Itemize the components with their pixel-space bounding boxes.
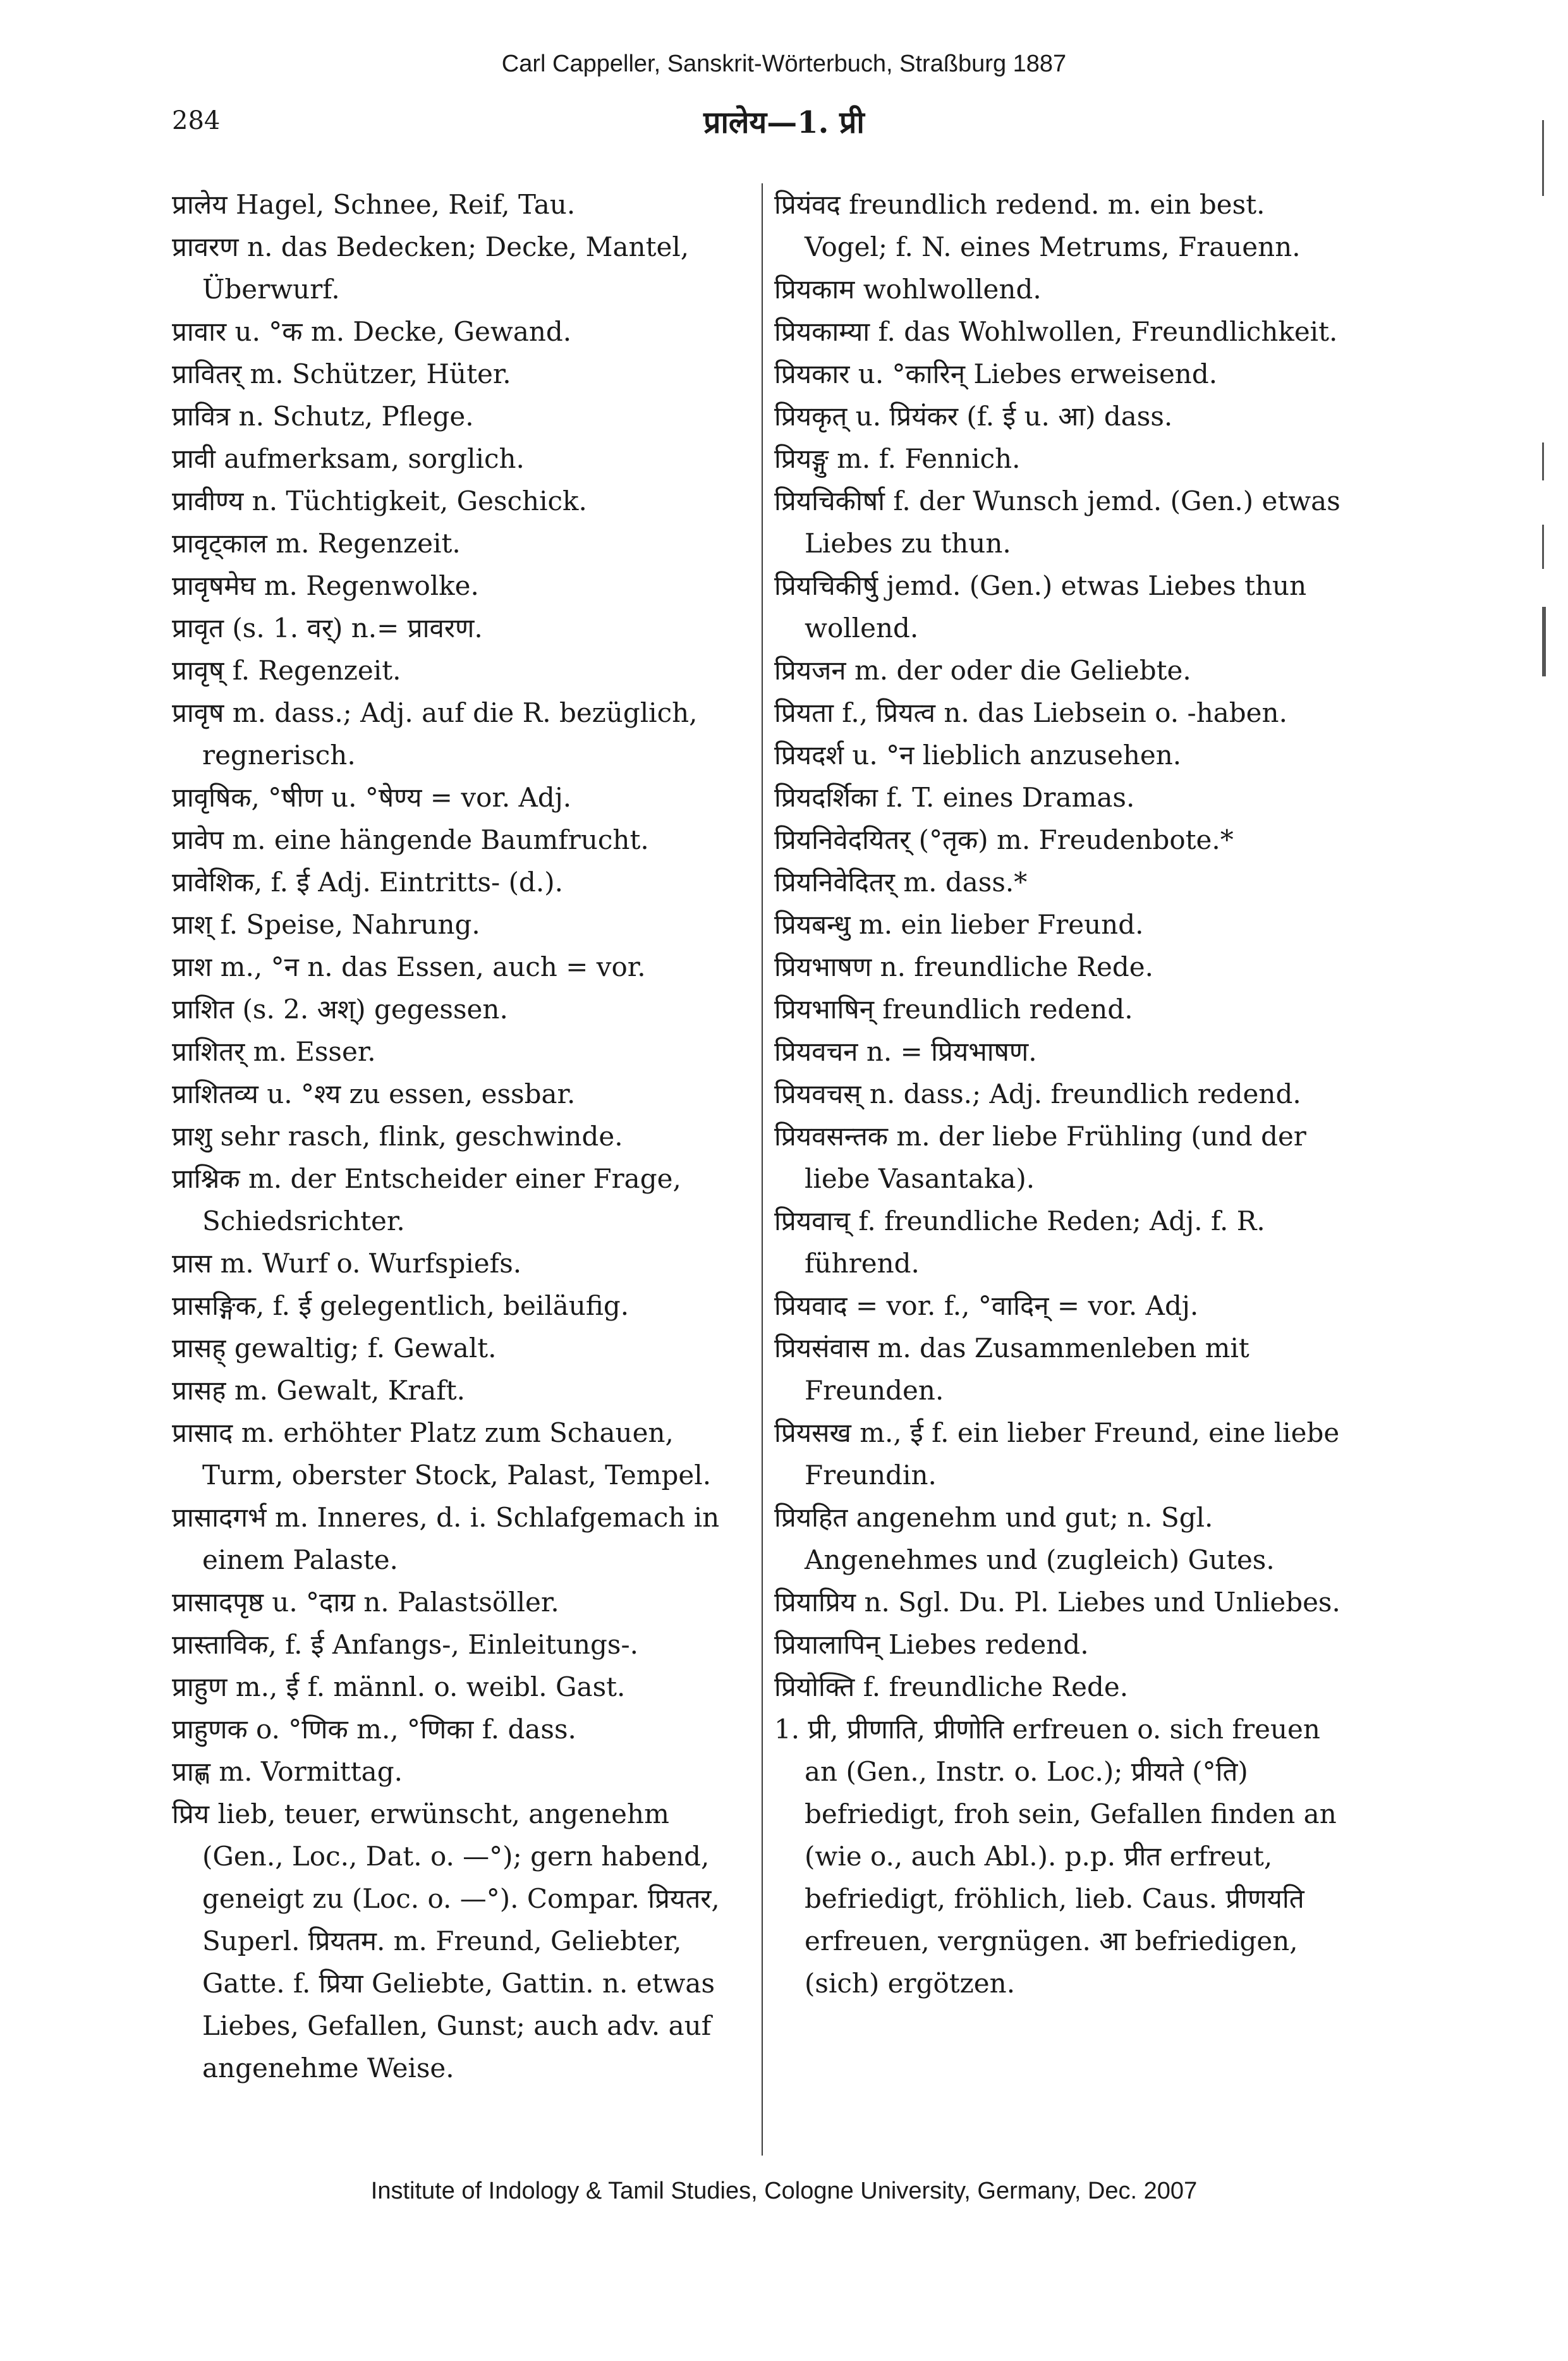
- dictionary-entry: प्राह्ण m. Vormittag.: [172, 1756, 403, 1787]
- dictionary-entry: प्रावितर् m. Schützer, Hüter.: [172, 358, 511, 389]
- digitization-credit: Institute of Indology & Tamil Studies, Cologne University, Germany, Dec. 2007: [370, 2178, 1198, 2204]
- dictionary-entry: प्रियकार u. °कारिन् Liebes erweisend.: [774, 358, 1218, 389]
- dictionary-entry: 1. प्री, प्रीणाति, प्रीणोति erfreuen o. sich freuen an (Gen., Instr. o. Loc.); प्रीयते (°ति) befriedigt, froh sein, Gefallen finden an (wie o., auch Abl.). p.p. प्रीत erfreut, befriedigt, fröhlich, lieb. Caus. प्रीणयति erfreuen, vergnügen. आ befriedigen, (sich) ergötzen.: [774, 1714, 1337, 1999]
- dictionary-entry: प्रासह m. Gewalt, Kraft.: [172, 1375, 466, 1406]
- dictionary-entry: प्रावार u. °क m. Decke, Gewand.: [172, 316, 572, 347]
- scan-margin-mark: [1542, 525, 1544, 569]
- dictionary-entry: प्रियोक्ति f. freundliche Rede.: [774, 1671, 1129, 1702]
- dictionary-entry: प्रियसंवास m. das Zusammenleben mit Freunden.: [774, 1333, 1249, 1406]
- dictionary-entry: प्रियजन m. der oder die Geliebte.: [774, 655, 1191, 686]
- dictionary-entry: प्राश् f. Speise, Nahrung.: [172, 909, 480, 940]
- dictionary-entry: प्राहुणक o. °णिक m., °णिका f. dass.: [172, 1714, 576, 1745]
- dictionary-entry: प्रावृषिक, °षीण u. °षेण्य = vor. Adj.: [172, 782, 572, 813]
- dictionary-entry: प्रियदर्शिका f. T. eines Dramas.: [774, 782, 1135, 813]
- dictionary-entry: प्रासह् gewaltig; f. Gewalt.: [172, 1333, 497, 1364]
- dictionary-entry: प्रियकाम wohlwollend.: [774, 274, 1042, 305]
- dictionary-entry: प्रावित्र n. Schutz, Pflege.: [172, 401, 474, 432]
- source-credit: Carl Cappeller, Sanskrit-Wörterbuch, Straßburg 1887: [501, 51, 1067, 77]
- dictionary-entry: प्रावीण्य n. Tüchtigkeit, Geschick.: [172, 485, 587, 516]
- dictionary-entry: प्रियवचन n. = प्रियभाषण.: [774, 1036, 1037, 1067]
- scan-margin-mark: [1542, 442, 1544, 480]
- dictionary-entry: प्रावेशिक, f. ई Adj. Eintritts- (d.).: [172, 867, 563, 898]
- dictionary-entry: प्रियकृत् u. प्रियंकर (f. ई u. आ) dass.: [774, 401, 1173, 432]
- dictionary-entry: प्रियचिकीर्षा f. der Wunsch jemd. (Gen.) etwas Liebes zu thun.: [774, 485, 1340, 559]
- dictionary-entry: प्राशितव्य u. °श्य zu essen, essbar.: [172, 1078, 576, 1109]
- dictionary-entry: प्रियनिवेदितर् m. dass.*: [774, 867, 1028, 898]
- dictionary-entry: प्राशु sehr rasch, flink, geschwinde.: [172, 1121, 623, 1152]
- dictionary-entry: प्रावरण n. das Bedecken; Decke, Mantel, Überwurf.: [172, 231, 690, 305]
- dictionary-entry: प्रियभाषिन् freundlich redend.: [774, 994, 1133, 1025]
- right-column: [774, 183, 1356, 2004]
- page-number: 284: [172, 106, 221, 135]
- dictionary-entry: प्रियसख m., ई f. ein lieber Freund, eine liebe Freundin.: [774, 1417, 1340, 1491]
- scan-margin-mark: [1542, 120, 1544, 196]
- dictionary-entry: प्रावृत (s. 1. वर्) n.= प्रावरण.: [172, 613, 483, 644]
- dictionary-entry: प्राश्निक m. der Entscheider einer Frage, Schiedsrichter.: [172, 1163, 681, 1236]
- scan-margin-mark: [1542, 607, 1546, 676]
- dictionary-entry: प्रिय lieb, teuer, erwünscht, angenehm (Gen., Loc., Dat. o. —°); gern habend, geneigt zu (Loc. o. —°). Compar. प्रियतर, Superl. प्रियतम. m. Freund, Geliebter, Gatte. f. प्रिया Geliebte, Gattin. n. etwas Liebes, Gefallen, Gunst; auch adv. auf angenehme Weise.: [172, 1798, 720, 2083]
- dictionary-entry: प्रियवचस् n. dass.; Adj. freundlich redend.: [774, 1078, 1301, 1109]
- dictionary-entry: प्रियवसन्तक m. der liebe Frühling (und der liebe Vasantaka).: [774, 1121, 1306, 1194]
- dictionary-entry: प्राशित (s. 2. अश्) gegessen.: [172, 994, 508, 1025]
- dictionary-entry: प्रासङ्गिक, f. ई gelegentlich, beiläufig.: [172, 1290, 629, 1321]
- dictionary-entry: प्रियहित angenehm und gut; n. Sgl. Angenehmes und (zugleich) Gutes.: [774, 1502, 1275, 1575]
- dictionary-entry: प्राशितर् m. Esser.: [172, 1036, 376, 1067]
- dictionary-entry: प्रियचिकीर्षु jemd. (Gen.) etwas Liebes thun wollend.: [774, 570, 1307, 644]
- dictionary-entry: प्रासादपृष्ठ u. °दाग्र n. Palastsöller.: [172, 1587, 559, 1618]
- dictionary-entry: प्रावेप m. eine hängende Baumfrucht.: [172, 824, 649, 855]
- dictionary-entry: प्रासादगर्भ m. Inneres, d. i. Schlafgemach in einem Palaste.: [172, 1502, 720, 1575]
- dictionary-entry: प्रियबन्धु m. ein lieber Freund.: [774, 909, 1144, 940]
- dictionary-entry: प्रावृष m. dass.; Adj. auf die R. bezüglich, regnerisch.: [172, 697, 698, 771]
- dictionary-entry: प्रियंवद freundlich redend. m. ein best. Vogel; f. N. eines Metrums, Frauenn.: [774, 189, 1301, 262]
- dictionary-entry: प्रावृष् f. Regenzeit.: [172, 655, 401, 686]
- dictionary-entry: प्रालेय Hagel, Schnee, Reif, Tau.: [172, 189, 576, 220]
- dictionary-entry: प्रियवाच् f. freundliche Reden; Adj. f. R. führend.: [774, 1205, 1265, 1279]
- dictionary-entry: प्रावी aufmerksam, sorglich.: [172, 443, 525, 474]
- dictionary-entry: प्रावृषमेघ m. Regenwolke.: [172, 570, 479, 601]
- dictionary-entry: प्रासाद m. erhöhter Platz zum Schauen, Turm, oberster Stock, Palast, Tempel.: [172, 1417, 712, 1491]
- dictionary-entry: प्रियता f., प्रियत्व n. das Liebsein o. -haben.: [774, 697, 1287, 728]
- dictionary-entry: प्रास्ताविक, f. ई Anfangs-, Einleitungs-.: [172, 1629, 639, 1660]
- dictionary-entry: प्रावृट्काल m. Regenzeit.: [172, 528, 461, 559]
- dictionary-entry: प्रियदर्श u. °न lieblich anzusehen.: [774, 740, 1182, 771]
- dictionary-entry: प्रियनिवेदयितर् (°तृक) m. Freudenbote.*: [774, 824, 1234, 855]
- dictionary-entry: प्राश m., °न n. das Essen, auch = vor.: [172, 951, 646, 982]
- dictionary-entry: प्रियाप्रिय n. Sgl. Du. Pl. Liebes und Unliebes.: [774, 1587, 1340, 1618]
- dictionary-entry: प्रियवाद = vor. f., °वादिन् = vor. Adj.: [774, 1290, 1199, 1321]
- dictionary-entry: प्रियभाषण n. freundliche Rede.: [774, 951, 1153, 982]
- running-head: प्रालेय—1. प्री: [703, 105, 865, 140]
- left-column: [172, 183, 753, 2089]
- dictionary-entry: प्राहुण m., ई f. männl. o. weibl. Gast.: [172, 1671, 626, 1702]
- dictionary-entry: प्रियालापिन् Liebes redend.: [774, 1629, 1089, 1660]
- dictionary-entry: प्रियङ्गु m. f. Fennich.: [774, 443, 1021, 474]
- dictionary-entry: प्रास m. Wurf o. Wurfspiefs.: [172, 1248, 522, 1279]
- dictionary-entry: प्रियकाम्या f. das Wohlwollen, Freundlichkeit.: [774, 316, 1338, 347]
- column-divider: [762, 183, 763, 2156]
